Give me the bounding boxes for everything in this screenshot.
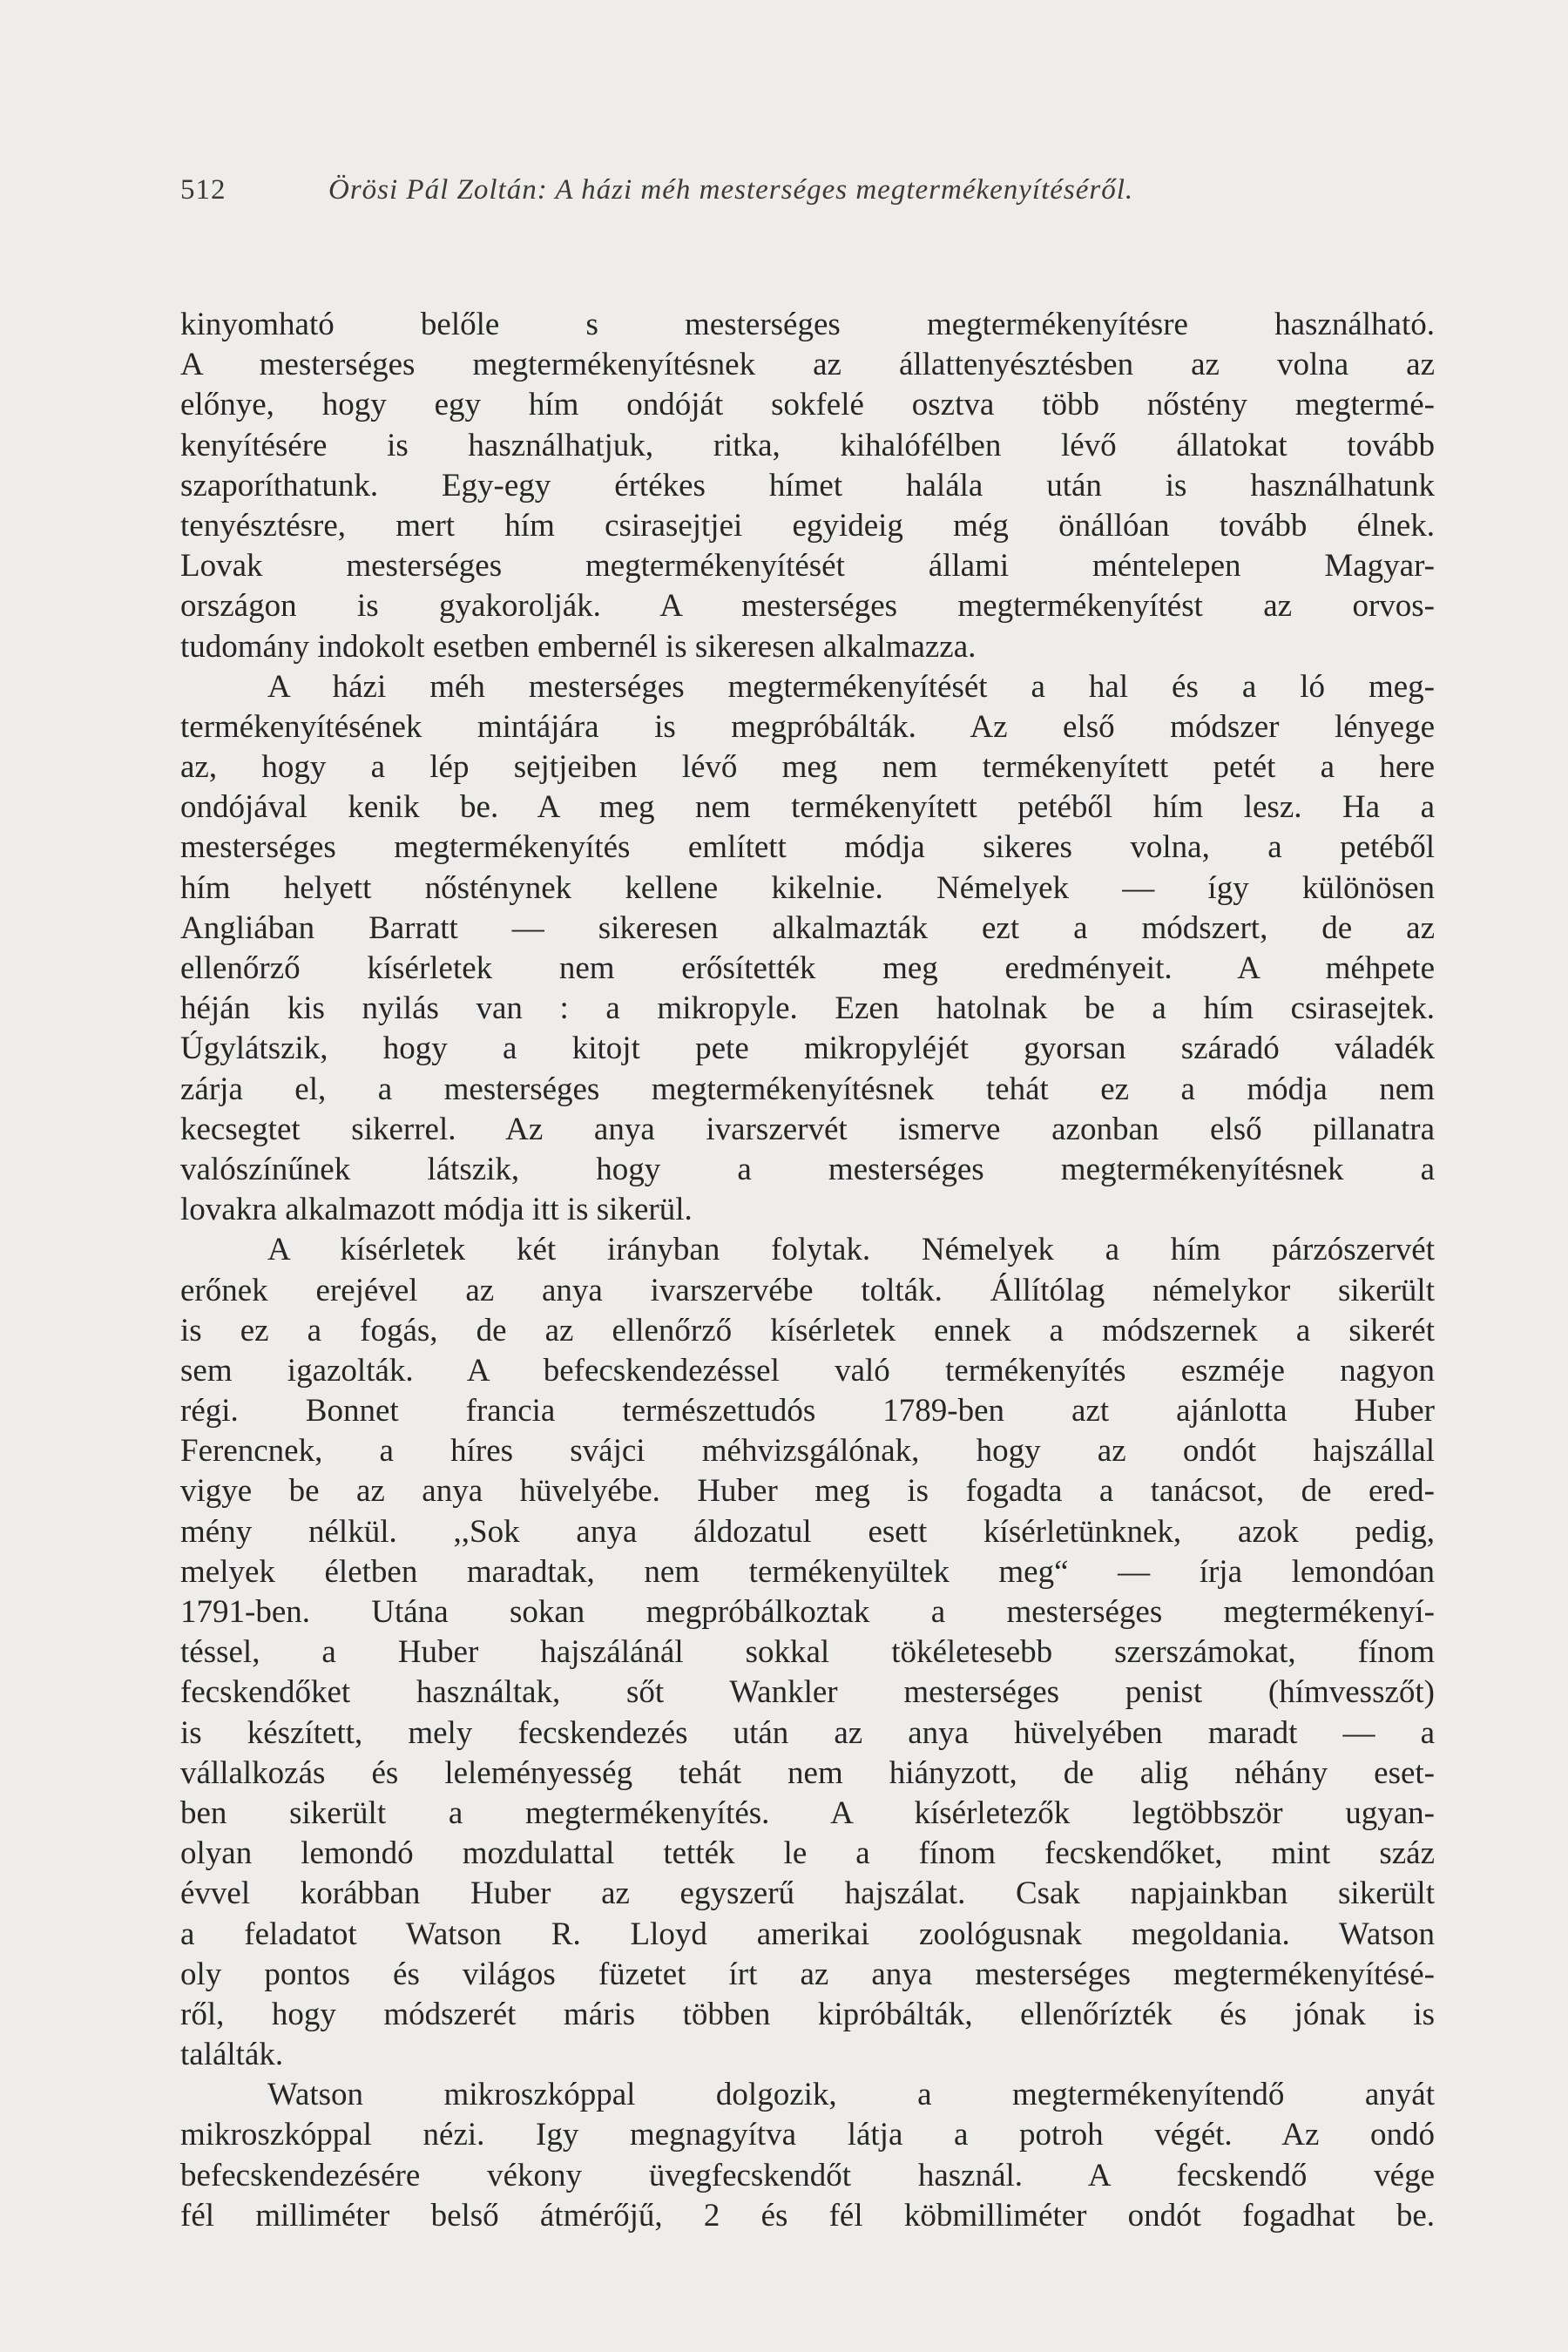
text-line: ről, hogy módszerét máris többen kipróbálták, ellenőrízték és jónak is	[180, 1996, 1435, 2032]
text-line: oly pontos és világos füzetet írt az anya mesterséges megtermékenyítésé-	[180, 1956, 1435, 1992]
text-line: szaporíthatunk. Egy-egy értékes hímet halála után is használhatunk	[180, 467, 1435, 504]
text-line: ellenőrző kísérletek nem erősítették meg eredményeit. A méhpete	[180, 950, 1435, 986]
page-number: 512	[180, 174, 226, 206]
text-line: kenyítésére is használhatjuk, ritka, kihalófélben lévő állatokat tovább	[180, 427, 1435, 463]
text-line: találták.	[180, 2037, 284, 2073]
text-line: régi. Bonnet francia természettudós 1789-ben azt ajánlotta Huber	[180, 1393, 1435, 1429]
text-line: Ferencnek, a híres svájci méhvizsgálónak, hogy az ondót hajszállal	[180, 1433, 1435, 1470]
text-line: termékenyítésének mintájára is megpróbálták. Az első módszer lényege	[180, 708, 1435, 745]
text-line: olyan lemondó mozdulattal tették le a fínom fecskendőket, mint száz	[180, 1835, 1435, 1872]
text-line: fél milliméter belső átmérőjű, 2 és fél köbmilliméter ondót fogadhat be.	[180, 2197, 1435, 2234]
text-line: előnye, hogy egy hím ondóját sokfelé osztva több nőstény megtermé-	[180, 387, 1435, 423]
text-line: a feladatot Watson R. Lloyd amerikai zoológusnak megoldania. Watson	[180, 1916, 1435, 1952]
text-line: befecskendezésére vékony üvegfecskendőt használ. A fecskendő vége	[180, 2157, 1435, 2193]
text-line: vigye be az anya hüvelyébe. Huber meg is fogadta a tanácsot, de ered-	[180, 1473, 1435, 1510]
text-line: Úgylátszik, hogy a kitojt pete mikropyléjét gyorsan száradó váladék	[180, 1031, 1435, 1067]
text-line: tudomány indokolt esetben embernél is sikeresen alkalmazza.	[180, 628, 977, 665]
running-head	[180, 174, 1400, 218]
text-line: erőnek erejével az anya ivarszervébe tolták. Állítólag némelykor sikerült	[180, 1272, 1435, 1308]
text-line: kecsegtet sikerrel. Az anya ivarszervét ismerve azonban első pillanatra	[180, 1111, 1435, 1147]
text-line: hím helyett nősténynek kellene kikelnie. Némelyek — így különösen	[180, 869, 1435, 906]
text-line: A kísérletek két irányban folytak. Némelyek a hím párzószervét	[267, 1232, 1435, 1268]
running-title: Örösi Pál Zoltán: A házi méh mesterséges megtermékenyítéséről.	[328, 174, 1134, 206]
text-line: is készített, mely fecskendezés után az anya hüvelyében maradt — a	[180, 1714, 1435, 1751]
text-line: országon is gyakorolják. A mesterséges megtermékenyítést az orvos-	[180, 588, 1435, 625]
text-line: mesterséges megtermékenyítés említett módja sikeres volna, a petéből	[180, 829, 1435, 866]
text-line: fecskendőket használtak, sőt Wankler mesterséges penist (hímvesszőt)	[180, 1674, 1435, 1711]
text-line: A mesterséges megtermékenyítésnek az állattenyésztésben az volna az	[180, 347, 1435, 383]
text-line: ben sikerült a megtermékenyítés. A kísérletezők legtöbbször ugyan-	[180, 1794, 1435, 1831]
text-line: 1791-ben. Utána sokan megpróbálkoztak a mesterséges megtermékenyí-	[180, 1594, 1435, 1630]
text-line: Lovak mesterséges megtermékenyítését állami méntelepen Magyar-	[180, 548, 1435, 585]
text-line: lovakra alkalmazott módja itt is sikerül.	[180, 1192, 693, 1228]
text-line: kinyomható belőle s mesterséges megtermékenyítésre használható.	[180, 307, 1435, 342]
text-line: téssel, a Huber hajszálánál sokkal tökéletesebb szerszámokat, fínom	[180, 1634, 1435, 1671]
text-line: ondójával kenik be. A meg nem termékenyített petéből hím lesz. Ha a	[180, 789, 1435, 826]
text-line: tenyésztésre, mert hím csirasejtjei egyideig még önállóan tovább élnek.	[180, 507, 1435, 544]
text-line: az, hogy a lép sejtjeiben lévő meg nem termékenyített petét a here	[180, 749, 1435, 786]
text-line: héján kis nyilás van : a mikropyle. Ezen hatolnak be a hím csirasejtek.	[180, 990, 1435, 1027]
text-line: zárja el, a mesterséges megtermékenyítésnek tehát ez a módja nem	[180, 1071, 1435, 1107]
text-line: évvel korábban Huber az egyszerű hajszálat. Csak napjainkban sikerült	[180, 1876, 1435, 1912]
text-line: Angliában Barratt — sikeresen alkalmazták ezt a módszert, de az	[180, 909, 1435, 946]
body-text	[180, 305, 1435, 2236]
text-line: mikroszkóppal nézi. Igy megnagyítva látja a potroh végét. Az ondó	[180, 2117, 1435, 2153]
text-line: mény nélkül. ,,Sok anya áldozatul esett kísérletünknek, azok pedig,	[180, 1513, 1435, 1550]
text-line: melyek életben maradtak, nem termékenyültek meg“ — írja lemondóan	[180, 1553, 1435, 1590]
text-line: valószínűnek látszik, hogy a mesterséges megtermékenyítésnek a	[180, 1151, 1435, 1187]
text-line: Watson mikroszkóppal dolgozik, a megtermékenyítendő anyát	[267, 2077, 1435, 2113]
text-line: vállalkozás és leleményesség tehát nem hiányzott, de alig néhány eset-	[180, 1754, 1435, 1791]
text-line: is ez a fogás, de az ellenőrző kísérletek ennek a módszernek a sikerét	[180, 1312, 1435, 1348]
text-line: sem igazolták. A befecskendezéssel való termékenyítés eszméje nagyon	[180, 1352, 1435, 1389]
text-line: A házi méh mesterséges megtermékenyítését a hal és a ló meg-	[267, 668, 1435, 705]
